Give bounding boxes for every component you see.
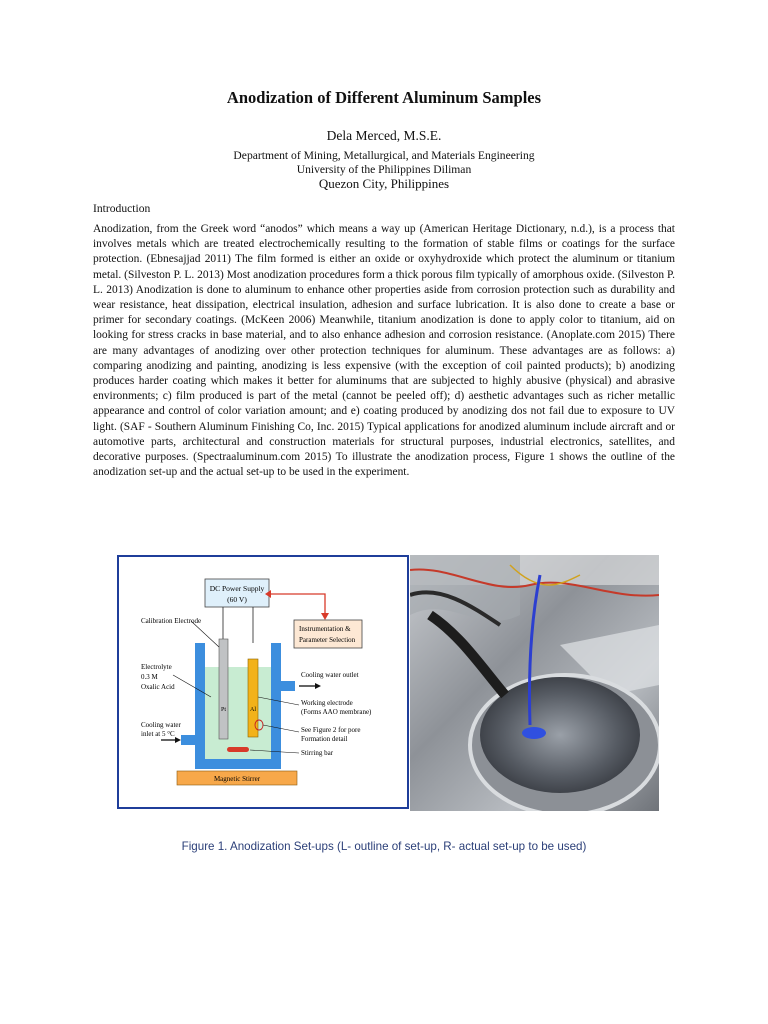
cooling-inlet-label-1: Cooling water — [141, 721, 181, 729]
blue-clip — [522, 727, 546, 739]
setup-schematic — [117, 555, 409, 809]
author-name: Dela Merced, M.S.E. — [326, 128, 442, 143]
inlet-arrow-head — [175, 737, 181, 743]
electrolyte-label-2: 0.3 M — [141, 673, 158, 681]
see-figure-label-2: Formation detail — [301, 735, 348, 743]
see-figure-label-1: See Figure 2 for pore — [301, 726, 361, 734]
inlet-pipe — [181, 735, 195, 745]
voltage-label: (60 V) — [227, 595, 247, 604]
electrolyte-label-1: Electrolyte — [141, 663, 172, 671]
setup-photo — [410, 555, 659, 811]
outlet-arrow-head — [315, 683, 321, 689]
stirring-bar-label: Stirring bar — [301, 749, 334, 757]
instrumentation-label-1: Instrumentation & — [299, 625, 351, 633]
working-electrode-label-1: Working electrode — [301, 699, 353, 707]
cooling-inlet-label-2: inlet at 5 °C — [141, 730, 175, 738]
electrolyte — [205, 667, 271, 759]
figure-caption: Figure 1. Anodization Set-ups (L- outline of set-up, R- actual set-up to be used) — [181, 840, 587, 853]
pt-electrode — [219, 639, 228, 739]
outlet-pipe — [281, 681, 295, 691]
stirring-bar — [227, 747, 249, 752]
city: Quezon City, Philippines — [318, 176, 450, 191]
department: Department of Mining, Metallurgical, and Materials Engineering — [233, 149, 535, 162]
section-heading: Introduction — [93, 202, 151, 215]
feedback-arrow — [270, 594, 325, 615]
al-label: Al — [250, 707, 256, 713]
introduction-paragraph: Anodization, from the Greek word “anodos” which means a way up (American Heritage Dictionary, n.d.), is a process that involves metals which are treated electrochemically resulting to the formation of stable films or coatings for the surface protection. (Ebnesajjad 2011) The film formed is either an oxide or oxyhydroxide which protect the aluminum or titanium metal. (Silveston P. L. 2013) Most anodization procedures form a thick porous film typically of amorphous oxide. (Silveston P. L. 2013) Anodization is done to aluminum to enhance other properties aside from corrosion protection such as durability and wear resistance, heat dissipation, electrical insulation, adhesion and surface lubrication. It is also done to create a base or primer for secondary coatings. (McKeen 2006) Meanwhile, titanium anodization is done to apply color to titanium, aid on looking for stress cracks in base material, and to also enhance adhesion and corrosion resistance. (Anoplate.com 2015) There are many advantages of anodizing over other protection techniques for aluminum. These advantages are as follows: a) comparing anodizing and painting, anodizing is less expensive (with the exception of coil painted products); b) anodizing produces harder coating which makes it better for aluminums that are subjected to highly abusive (physical) and abrasive environments; c) film produced is part of the metal (cannot be peeled off); d) aesthetic advantages such as richer metallic appearance and control of color variation amount; and e) coating produced by anodizing dos not fail due to exposure to UV light. (SAF - Southern Aluminum Finishing Co, Inc. 2015) Typical applications for anodized aluminum include aircraft and or automotive parts, architectural and construction materials for structural purposes, industrial electronics, satellites, and decorative purposes. (Spectraaluminum.com 2015) To illustrate the anodization process, Figure 1 shows the outline of the anodization set-up and the actual set-up to be used in the experiment. — [93, 223, 675, 479]
working-electrode-label-2: (Forms AAO membrane) — [301, 708, 372, 716]
instrumentation-label-2: Parameter Selection — [299, 636, 356, 644]
arrow-head — [321, 613, 329, 620]
power-supply-label: DC Power Supply — [209, 584, 265, 593]
document-title: Anodization of Different Aluminum Samples — [226, 88, 542, 107]
pt-label: Pt — [220, 707, 227, 713]
stirrer-label: Magnetic Stirrer — [213, 775, 261, 783]
calibration-label: Calibration Electrode — [141, 617, 202, 625]
university: University of the Philippines Diliman — [296, 163, 472, 176]
figure-1 — [117, 555, 659, 811]
al-electrode — [248, 659, 258, 737]
cooling-outlet-label: Cooling water outlet — [301, 671, 359, 679]
electrolyte-label-3: Oxalic Acid — [141, 683, 175, 691]
